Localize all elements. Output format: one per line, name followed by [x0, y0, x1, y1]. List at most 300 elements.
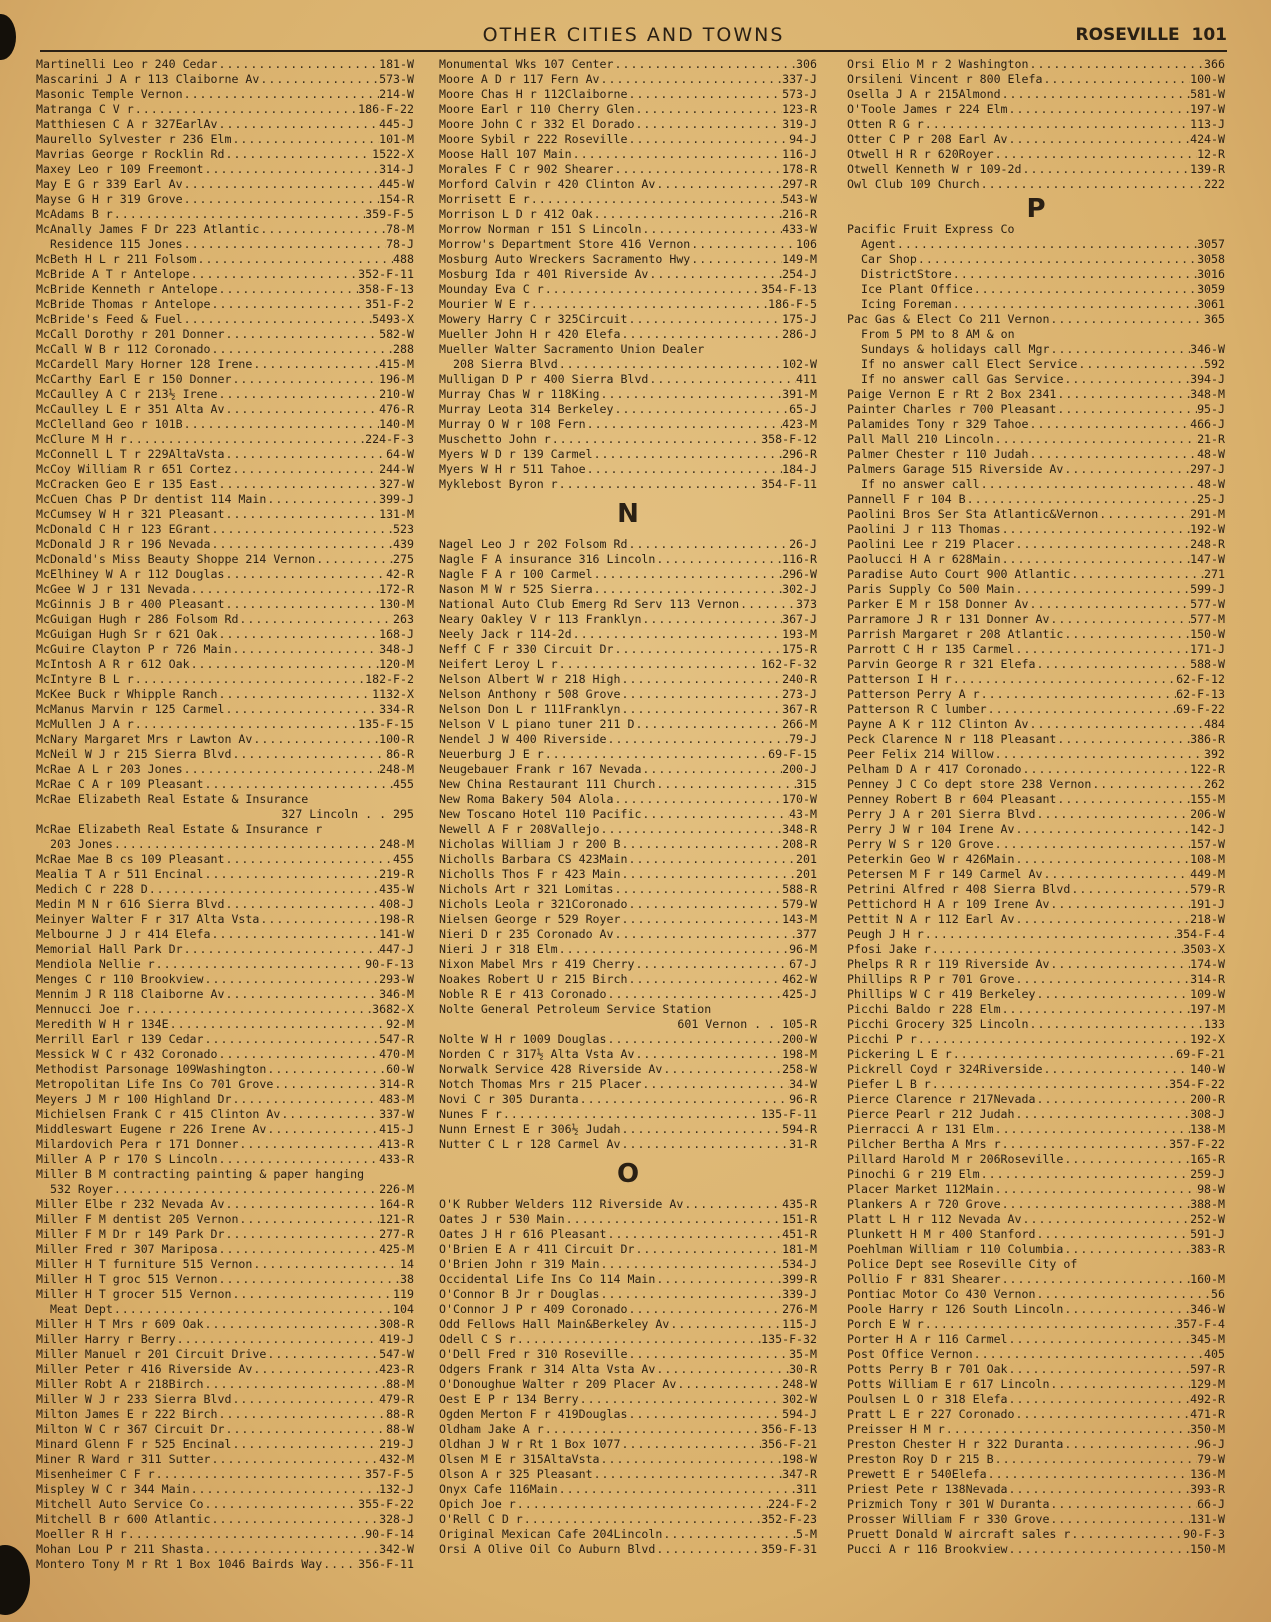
phone-number: 90-F-14 — [365, 1527, 414, 1541]
listing-row — [36, 1347, 414, 1362]
listing-row — [36, 672, 414, 687]
listing-row — [439, 567, 817, 582]
listing-name: Nunn Ernest E r 306½ Judah — [439, 1122, 621, 1136]
listing-name: Parrott C H r 135 Carmel — [847, 642, 1015, 656]
dot-leader — [204, 1032, 380, 1047]
phone-number: 423-R — [379, 1362, 414, 1376]
dot-leader — [924, 117, 1190, 132]
listing-row — [439, 912, 817, 927]
listing-name: Poole Harry r 126 South Lincoln — [847, 1302, 1064, 1316]
listing-name: McCoy William R r 651 Cortez — [36, 462, 232, 476]
dot-leader — [211, 342, 394, 357]
listing-name: Nelson Anthony r 508 Grove — [439, 687, 621, 701]
dot-leader — [1001, 1272, 1191, 1287]
dot-leader — [1015, 972, 1191, 987]
dot-leader — [1091, 777, 1204, 792]
listing-name: Nieri D r 235 Coronado Av — [439, 927, 614, 941]
phone-number: 69-F-15 — [768, 747, 817, 761]
listing-row — [847, 1317, 1225, 1332]
dot-leader — [676, 1377, 782, 1392]
phone-number: 476-R — [379, 402, 414, 416]
phone-number: 573-J — [782, 87, 817, 101]
dot-leader — [558, 1482, 796, 1497]
city-name: ROSEVILLE — [1075, 25, 1180, 45]
dot-leader — [1028, 597, 1190, 612]
dot-leader — [238, 1212, 379, 1227]
dot-leader — [987, 702, 1177, 717]
phone-number: 367-R — [782, 702, 817, 716]
listing-name: McCumsey W H r 321 Pleasant — [36, 507, 225, 521]
listing-name: Mourier W E r — [439, 297, 530, 311]
listing-name: O'Brien John r 319 Main — [439, 1257, 600, 1271]
listing-name: Priest Pete r 138Nevada — [847, 1482, 1008, 1496]
phone-number: 588-W — [1190, 657, 1225, 671]
dot-leader — [134, 672, 365, 687]
listing-row — [847, 1347, 1225, 1362]
dot-leader — [994, 1182, 1197, 1197]
listing-row — [439, 192, 817, 207]
listing-name: Palamides Tony r 329 Tahoe — [847, 417, 1029, 431]
listing-row — [439, 687, 817, 702]
listing-row — [847, 372, 1225, 387]
dot-leader — [655, 1542, 761, 1557]
listing-row — [36, 252, 414, 267]
listing-row — [36, 882, 414, 897]
phone-number: 62-F-13 — [1176, 687, 1225, 701]
listing-name: Osella J A r 215Almond — [847, 87, 1001, 101]
phone-number: 415-J — [379, 1122, 414, 1136]
dot-leader — [1001, 87, 1191, 102]
phone-number: 182-F-2 — [365, 672, 414, 686]
listing-row — [36, 1032, 414, 1047]
listing-row — [847, 807, 1225, 822]
listing-row — [847, 537, 1225, 552]
dot-leader — [127, 1527, 365, 1542]
listing-row — [439, 1032, 817, 1047]
dot-leader — [224, 597, 379, 612]
phone-number: 488 — [393, 252, 414, 266]
dot-leader — [183, 312, 373, 327]
phone-number: 164-R — [379, 1197, 414, 1211]
listing-row — [847, 1152, 1225, 1167]
phone-number: 314-R — [379, 1077, 414, 1091]
dot-leader — [551, 432, 761, 447]
listing-row — [439, 657, 817, 672]
dot-leader — [1001, 522, 1191, 537]
dot-leader — [224, 1197, 379, 1212]
listing-row — [439, 1407, 817, 1422]
dot-leader — [1049, 897, 1190, 912]
listing-row — [439, 1287, 817, 1302]
listing-name: Odd Fellows Hall Main&Berkeley Av — [439, 1317, 670, 1331]
listing-name: Car Shop — [861, 252, 917, 266]
phone-number: 445-J — [379, 117, 414, 131]
listing-name: McGuigan Hugh Sr r 621 Oak — [36, 627, 218, 641]
listing-row — [847, 1302, 1225, 1317]
phone-number: 136-M — [1190, 1467, 1225, 1481]
phone-number: 168-J — [379, 627, 414, 641]
phone-number: 196-M — [379, 372, 414, 386]
phone-number: 139-R — [1190, 162, 1225, 176]
dot-leader — [231, 462, 379, 477]
listing-row — [439, 552, 817, 567]
listing-name: Miller Manuel r 201 Circuit Drive — [36, 1347, 267, 1361]
dot-leader — [1056, 387, 1190, 402]
listing-row — [847, 972, 1225, 987]
listing-name: Otwell Kenneth W r 109-2d — [847, 162, 1022, 176]
listing-name: Nendel J W 400 Riverside — [439, 732, 607, 746]
phone-number: 277-R — [379, 1227, 414, 1241]
listing-heading: Mueller Walter Sacramento Union Dealer — [439, 342, 705, 356]
dot-leader — [266, 492, 379, 507]
dot-leader — [952, 672, 1176, 687]
listing-name: McIntosh A R r 612 Oak — [36, 657, 190, 671]
phone-number: 192-W — [1190, 522, 1225, 536]
listing-row — [36, 72, 414, 87]
dot-leader — [217, 1272, 400, 1287]
dot-leader — [1070, 567, 1204, 582]
dot-leader — [1035, 657, 1190, 672]
dot-leader — [155, 1467, 365, 1482]
dot-leader — [1022, 1212, 1191, 1227]
phone-number: 25-J — [1197, 492, 1225, 506]
listing-heading: McRae Elizabeth Real Estate & Insurance r — [36, 822, 323, 836]
listing-name: Nichols Leola r 321Coronado — [439, 897, 628, 911]
phone-number: 95-J — [1197, 402, 1225, 416]
listing-name: Meyers J M r 100 Highland Dr — [36, 1092, 232, 1106]
dot-leader — [641, 612, 782, 627]
phone-number: 174-W — [1190, 957, 1225, 971]
phone-number: 42-R — [386, 567, 414, 581]
listing-name: National Auto Club Emerg Rd Serv 113 Vernon — [439, 597, 740, 611]
listing-name: Perry W S r 120 Grove — [847, 837, 994, 851]
listing-row — [36, 1302, 414, 1317]
phone-number: 308-J — [1190, 1107, 1225, 1121]
phone-number: 26-J — [789, 537, 817, 551]
dot-leader — [1028, 717, 1204, 732]
dot-leader — [1008, 1392, 1191, 1407]
listing-row — [439, 642, 817, 657]
listing-row — [847, 102, 1225, 117]
listing-name: Paolucci H A r 628Main — [847, 552, 1001, 566]
phone-number: 34-W — [789, 1077, 817, 1091]
dot-leader — [614, 402, 790, 417]
listing-name: Mitchell Auto Service Co — [36, 1497, 204, 1511]
dot-leader — [1063, 1242, 1190, 1257]
dot-leader — [620, 672, 782, 687]
dot-leader — [1063, 1152, 1190, 1167]
phone-number: 101-M — [379, 132, 414, 146]
listing-name: McBride Kenneth r Antelope — [36, 282, 218, 296]
listing-name: Messick W C r 432 Coronado — [36, 1047, 218, 1061]
listing-name: Notch Thomas Mrs r 215 Placer — [439, 1077, 642, 1091]
listing-row — [36, 1482, 414, 1497]
listing-row — [36, 1557, 414, 1572]
listing-row — [847, 1092, 1225, 1107]
dot-leader — [224, 402, 379, 417]
listing-row — [847, 1242, 1225, 1257]
listing-name: Sundays & holidays call Mgr — [861, 342, 1050, 356]
dot-leader — [1015, 582, 1191, 597]
phone-number: 356-F-13 — [761, 1422, 817, 1436]
listing-name: Oldhan J W r Rt 1 Box 1077 — [439, 1437, 621, 1451]
listing-row — [847, 417, 1225, 432]
listing-name: Muschetto John r — [439, 432, 551, 446]
dot-leader — [231, 1437, 379, 1452]
listing-name: O'Donoughue Walter r 209 Placer Av — [439, 1377, 677, 1391]
listing-row — [847, 1377, 1225, 1392]
dot-leader — [204, 1317, 380, 1332]
listing-name: Picchi Baldo r 228 Elm — [847, 1002, 1001, 1016]
dot-leader — [204, 867, 380, 882]
dot-leader — [558, 357, 782, 372]
listing-row — [439, 1467, 817, 1482]
phone-number: 92-M — [386, 1017, 414, 1031]
phone-number: 291-M — [1190, 507, 1225, 521]
phone-number: 131-W — [1190, 1512, 1225, 1526]
listing-row — [847, 1002, 1225, 1017]
phone-number: 445-W — [379, 177, 414, 191]
listing-name: Meat Dept — [50, 1302, 113, 1316]
dot-leader — [1056, 732, 1190, 747]
phone-number: 288 — [393, 342, 414, 356]
listing-row — [36, 507, 414, 522]
phone-number: 356-F-21 — [761, 1437, 817, 1451]
listing-name: Norwalk Service 428 Riverside Av — [439, 1062, 663, 1076]
listing-name: Orsi Elio M r 2 Washington — [847, 57, 1029, 71]
phone-number: 201 — [796, 867, 817, 881]
phone-number: 392 — [1204, 747, 1225, 761]
phone-number: 186-F-22 — [358, 102, 414, 116]
dot-leader — [217, 1242, 379, 1257]
listing-name: Mueller John H r 420 Elefa — [439, 327, 621, 341]
dot-leader — [217, 117, 379, 132]
listing-row — [847, 687, 1225, 702]
dot-leader — [544, 1422, 761, 1437]
listing-name: Matranga C V r — [36, 102, 134, 116]
listing-row — [36, 612, 414, 627]
dot-leader — [204, 972, 380, 987]
phone-number: 96-J — [1197, 1437, 1225, 1451]
phone-number: 132-J — [379, 1482, 414, 1496]
phone-number: 94-J — [789, 132, 817, 146]
listing-row — [439, 717, 817, 732]
dot-leader — [952, 297, 1197, 312]
listing-name: Misenheimer C F r — [36, 1467, 155, 1481]
listing-row — [36, 1182, 414, 1197]
listing-row — [36, 1227, 414, 1242]
dot-leader — [593, 567, 783, 582]
phone-number: 581-W — [1190, 87, 1225, 101]
dot-leader — [217, 627, 379, 642]
listing-name: Potts William E r 617 Lincoln — [847, 1377, 1050, 1391]
dot-leader — [544, 282, 761, 297]
dot-leader — [523, 1512, 761, 1527]
listing-name: McAnally James F Dr 223 Atlantic — [36, 222, 260, 236]
listing-row — [439, 312, 817, 327]
listing-name: Miller F M dentist 205 Vernon — [36, 1212, 239, 1226]
phone-number: 357-F-22 — [1169, 1137, 1225, 1151]
dot-leader — [1001, 552, 1191, 567]
phone-number: 594-R — [782, 1122, 817, 1136]
listing-name: Nagle F A insurance 316 Lincoln — [439, 552, 656, 566]
dot-leader — [238, 1137, 379, 1152]
dot-leader — [113, 1302, 393, 1317]
listing-row — [36, 627, 414, 642]
listing-name: Neary Oakley V r 113 Franklyn — [439, 612, 642, 626]
listing-row — [847, 987, 1225, 1002]
listing-row — [36, 942, 414, 957]
dot-leader — [579, 1392, 782, 1407]
listing-name: Mascarini J A r 113 Claiborne Av — [36, 72, 260, 86]
listing-row — [439, 1317, 817, 1332]
listing-name: Methodist Parsonage 109Washington — [36, 1062, 267, 1076]
listing-row — [847, 1287, 1225, 1302]
dot-leader — [211, 537, 394, 552]
listing-name: McGinnis J B r 400 Pleasant — [36, 597, 225, 611]
listing-name: Residence 115 Jones — [50, 237, 183, 251]
listing-row — [36, 867, 414, 882]
dot-leader — [690, 237, 796, 252]
phone-number: 258-W — [782, 1062, 817, 1076]
listing-name: Noakes Robert U r 215 Birch — [439, 972, 628, 986]
listing-name: Myers W D r 139 Carmel — [439, 447, 593, 461]
dot-leader — [134, 1002, 372, 1017]
listing-heading: Miller B M contracting painting & paper hanging — [36, 1167, 365, 1181]
listing-row — [439, 672, 817, 687]
listing-row — [36, 1062, 414, 1077]
phone-number: 351-F-2 — [365, 297, 414, 311]
listing-row — [847, 1362, 1225, 1377]
phone-number: 591-J — [1190, 1227, 1225, 1241]
listing-name: McGuigan Hugh r 286 Folsom Rd — [36, 612, 239, 626]
listing-name: Noble R E r 413 Coronado — [439, 987, 607, 1001]
listing-heading: Police Dept see Roseville City of — [847, 1257, 1078, 1271]
listing-name: Nelson Don L r 111Franklyn — [439, 702, 621, 716]
listing-name: Odell C S r — [439, 1332, 516, 1346]
dot-leader — [558, 477, 761, 492]
dot-leader — [627, 1302, 782, 1317]
phone-number: 56 — [1211, 1287, 1225, 1301]
dot-leader — [614, 162, 783, 177]
dot-leader — [1035, 987, 1190, 1002]
dot-leader — [620, 687, 782, 702]
phone-number: 12-R — [1197, 147, 1225, 161]
phone-number: 191-J — [1190, 897, 1225, 911]
phone-number: 377 — [796, 927, 817, 941]
dot-leader — [544, 747, 768, 762]
dot-leader — [1035, 1092, 1190, 1107]
listing-row — [36, 372, 414, 387]
listing-name: McRae Mae B cs 109 Pleasant — [36, 852, 225, 866]
dot-leader — [1035, 1287, 1211, 1302]
dot-leader — [994, 147, 1197, 162]
phone-number: 135-F-32 — [761, 1332, 817, 1346]
listing-row — [439, 282, 817, 297]
phone-number: 373 — [796, 597, 817, 611]
dot-leader — [662, 1527, 796, 1542]
phone-number: 198-M — [782, 1047, 817, 1061]
phone-number: 79-W — [1197, 1452, 1225, 1466]
listing-row — [36, 447, 414, 462]
dot-leader — [634, 117, 782, 132]
dot-leader — [217, 1152, 379, 1167]
phone-number: 388-M — [1190, 1197, 1225, 1211]
dot-leader — [252, 1257, 400, 1272]
phone-number: 399-J — [379, 492, 414, 506]
listing-row — [36, 327, 414, 342]
listing-name: Murray O W r 108 Fern — [439, 417, 586, 431]
phone-number: 138-M — [1190, 1122, 1225, 1136]
listing-row — [847, 627, 1225, 642]
dot-leader — [600, 387, 783, 402]
dot-leader — [648, 267, 782, 282]
phone-number: 88-M — [386, 1377, 414, 1391]
phone-number: 348-M — [1190, 387, 1225, 401]
phone-number: 314-J — [379, 162, 414, 176]
listing-row — [36, 1407, 414, 1422]
phone-number: 200-W — [782, 1032, 817, 1046]
listing-row — [36, 1377, 414, 1392]
phone-number: 206-W — [1190, 807, 1225, 821]
listing-row — [847, 792, 1225, 807]
dot-leader — [593, 1467, 783, 1482]
dot-leader — [231, 132, 379, 147]
listing-row — [847, 312, 1225, 327]
phone-number: 266-M — [782, 717, 817, 731]
phone-number: 297-R — [782, 177, 817, 191]
dot-leader — [1063, 372, 1190, 387]
listing-row — [36, 1422, 414, 1437]
phone-number: 296-R — [782, 447, 817, 461]
phone-number: 413-R — [379, 1137, 414, 1151]
listing-row — [439, 147, 817, 162]
listing-row — [36, 912, 414, 927]
listing-row — [36, 957, 414, 972]
phone-number: 140-M — [379, 417, 414, 431]
listing-row — [847, 552, 1225, 567]
listing-name: Pickering L E r — [847, 1047, 952, 1061]
dot-leader — [1001, 1137, 1170, 1152]
listing-name: Monumental Wks 107 Center — [439, 57, 614, 71]
dot-leader — [204, 1497, 359, 1512]
phone-number: 484 — [1204, 717, 1225, 731]
phone-number: 133 — [1204, 1017, 1225, 1031]
listing-name: Neuerburg J E r — [439, 747, 544, 761]
listing-name: Oldham Jake A r — [439, 1422, 544, 1436]
phone-number: 3061 — [1197, 297, 1225, 311]
dot-leader — [1049, 1497, 1197, 1512]
listing-name: Pall Mall 210 Lincoln — [847, 432, 994, 446]
listing-name: O'Brien E A r 411 Circuit Dr — [439, 1242, 635, 1256]
listing-row — [847, 402, 1225, 417]
listing-name: New China Restaurant 111 Church — [439, 777, 656, 791]
phone-number: 425-J — [782, 987, 817, 1001]
listing-name: McBeth H L r 211 Folsom — [36, 252, 197, 266]
listing-row — [36, 1437, 414, 1452]
phone-number: 447-J — [379, 942, 414, 956]
listing-name: If no answer call Gas Service — [861, 372, 1064, 386]
listing-row — [36, 147, 414, 162]
phone-number: 200-J — [782, 762, 817, 776]
listing-name: McRae C A r 109 Pleasant — [36, 777, 204, 791]
listing-name: Middleswart Eugene r 226 Irene Av — [36, 1122, 267, 1136]
listing-row — [847, 1212, 1225, 1227]
listing-name: 208 Sierra Blvd — [453, 357, 558, 371]
dot-leader — [620, 912, 782, 927]
listing-name: Milton James E r 222 Birch — [36, 1407, 218, 1421]
listing-name: Odgers Frank r 314 Alta Vsta Av — [439, 1362, 656, 1376]
